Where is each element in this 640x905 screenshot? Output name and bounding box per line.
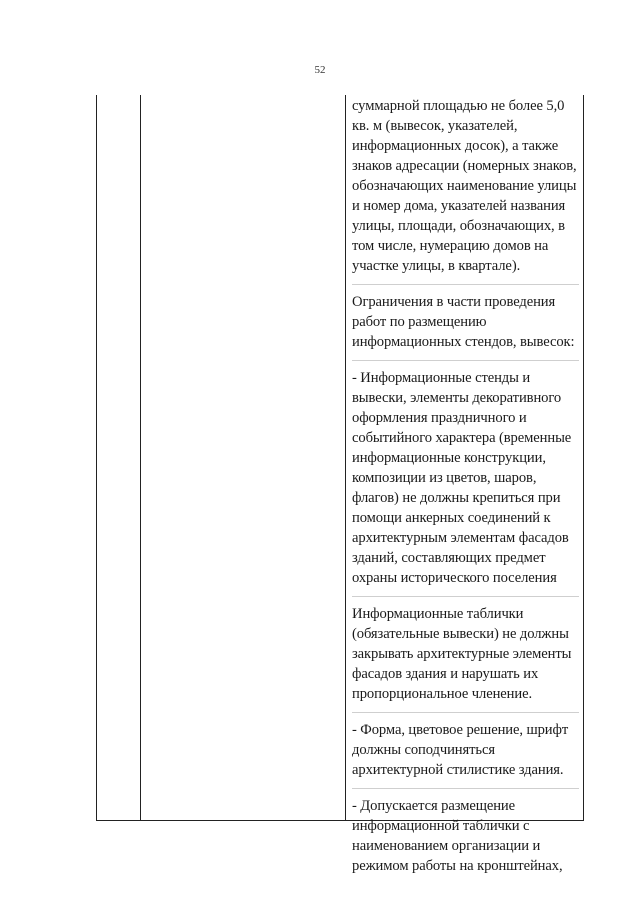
text-block-info-plates — [352, 603, 579, 713]
paragraph: Информационные таблички (обязательные вывески) не должны закрывать архитектурные элементы фасадов здания и нарушать их пропорциональное членение. — [352, 606, 572, 702]
paragraph: - Форма, цветовое решение, шрифт должны соподчиняться архитектурной стилистике здания. — [352, 722, 569, 778]
document-table — [96, 95, 584, 874]
table-column-description — [346, 95, 583, 874]
text-block-stands-mounting — [352, 367, 579, 597]
text-block-area-limit — [352, 95, 579, 285]
paragraph: - Информационные стенды и вывески, элементы декоративного оформления праздничного и событийного характера (временные информационные конструкции, композиции из цветов, шаров, флагов) не должны крепиться при помощи анкерных соединений к архитектурным элементам фасадов зданий, составляющих предмет охраны исторического поселения — [352, 370, 572, 586]
paragraph: Ограничения в части проведения работ по размещению информационных стендов, вывесок: — [352, 294, 575, 350]
paragraph: - Допускается размещение информационной таблички с наименованием организации и режимом работы на кронштейнах, — [352, 798, 563, 874]
text-block-form-color — [352, 719, 579, 789]
page-number: 52 — [314, 64, 326, 76]
text-block-brackets — [352, 795, 579, 884]
column-divider-1 — [140, 95, 141, 820]
paragraph: суммарной площадью не более 5,0 кв. м (вывесок, указателей, информационных досок), а также знаков адресации (номерных знаков, обозначающих наименование улицы и номер дома, указателей названия улицы, площади, обозначающих, в том числе, нумерацию домов на участке улицы, в квартале). — [352, 98, 577, 274]
text-block-restrictions-heading — [352, 291, 579, 361]
